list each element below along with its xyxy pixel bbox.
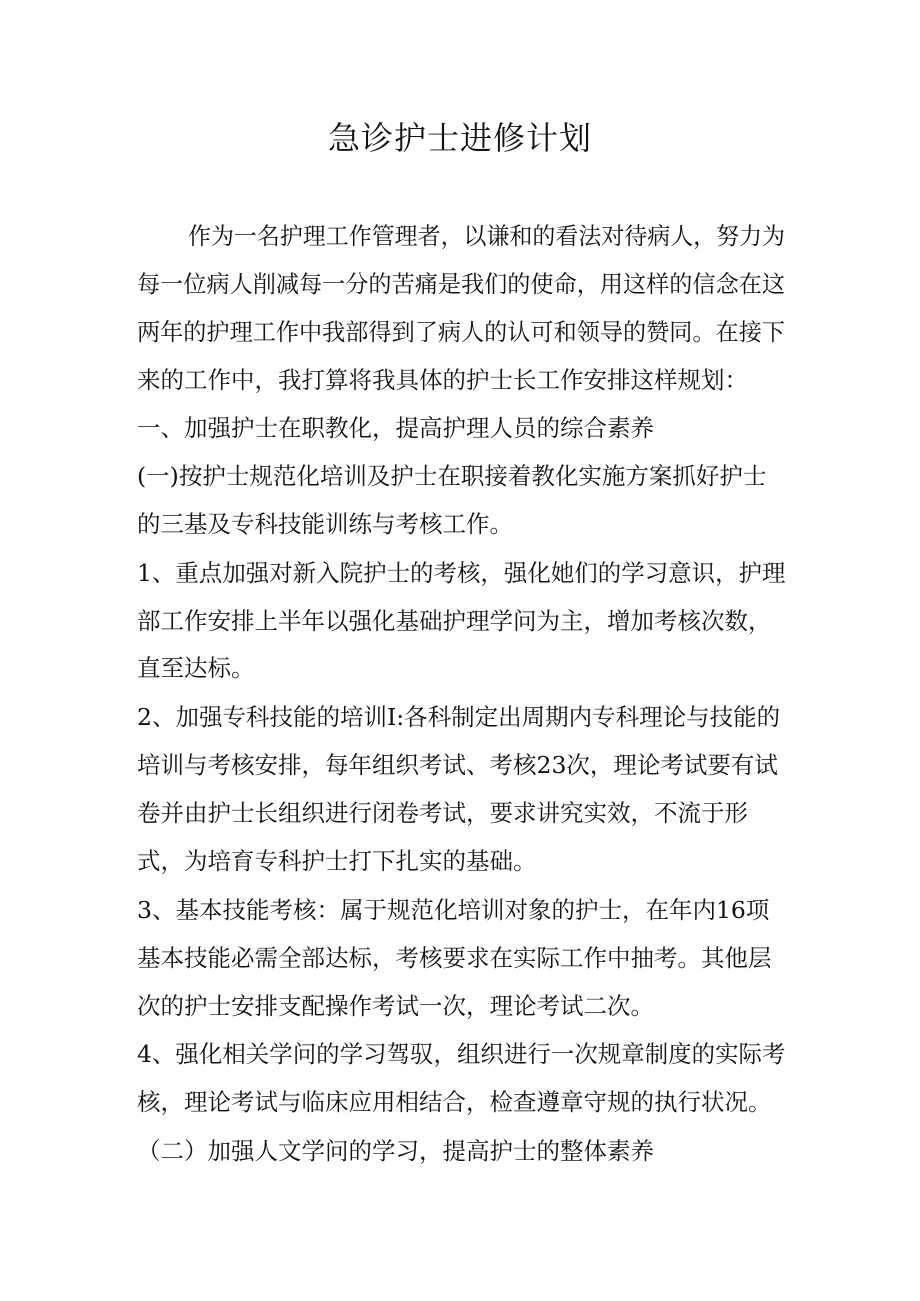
list-item-line: 培训与考核安排，每年组织考试、考核23次，理论考试要有试 [137, 751, 778, 779]
paragraph-line: 两年的护理工作中我部得到了病人的认可和领导的赞同。在接下 [137, 318, 785, 346]
subsection-heading: （二）加强人文学问的学习，提高护士的整体素养 [137, 1137, 654, 1165]
section-heading: 一、加强护士在职教化，提高护理人员的综合素养 [137, 414, 654, 442]
paragraph-line: 来的工作中，我打算将我具体的护士长工作安排这样规划： [137, 366, 748, 394]
list-item-line: 式，为培育专科护士打下扎实的基础。 [137, 847, 537, 875]
paragraph-line: 作为一名护理工作管理者，以谦和的看法对待病人，努力为 [188, 222, 786, 250]
list-item-line: 基本技能必需全部达标，考核要求在实际工作中抽考。其他层 [137, 944, 772, 972]
list-item-line: 1、重点加强对新入院护士的考核，强化她们的学习意识，护理 [137, 559, 786, 587]
list-item-line: 核，理论考试与临床应用相结合，检查遵章守规的执行状况。 [137, 1088, 772, 1116]
list-item-line: 4、强化相关学问的学习驾驭，组织进行一次规章制度的实际考 [137, 1040, 786, 1068]
list-item-line: 卷并由护士长组织进行闭卷考试，要求讲究实效，不流于形 [137, 799, 748, 827]
list-item-line: 部工作安排上半年以强化基础护理学问为主，增加考核次数， [137, 607, 772, 635]
subsection-heading: (一)按护士规范化培训及护士在职接着教化实施方案抓好护士 [137, 462, 767, 490]
paragraph-line: 每一位病人削减每一分的苦痛是我们的使命，用这样的信念在这 [137, 270, 785, 298]
document-title: 急诊护士进修计划 [327, 119, 592, 157]
list-item-line: 2、加强专科技能的培训I:各科制定出周期内专科理论与技能的 [137, 703, 781, 731]
paragraph-line: 的三基及专科技能训练与考核工作。 [137, 510, 513, 538]
list-item-line: 3、基本技能考核：属于规范化培训对象的护士，在年内16项 [137, 896, 770, 924]
list-item-line: 次的护士安排支配操作考试一次，理论考试二次。 [137, 992, 654, 1020]
list-item-line: 直至达标。 [137, 654, 255, 682]
